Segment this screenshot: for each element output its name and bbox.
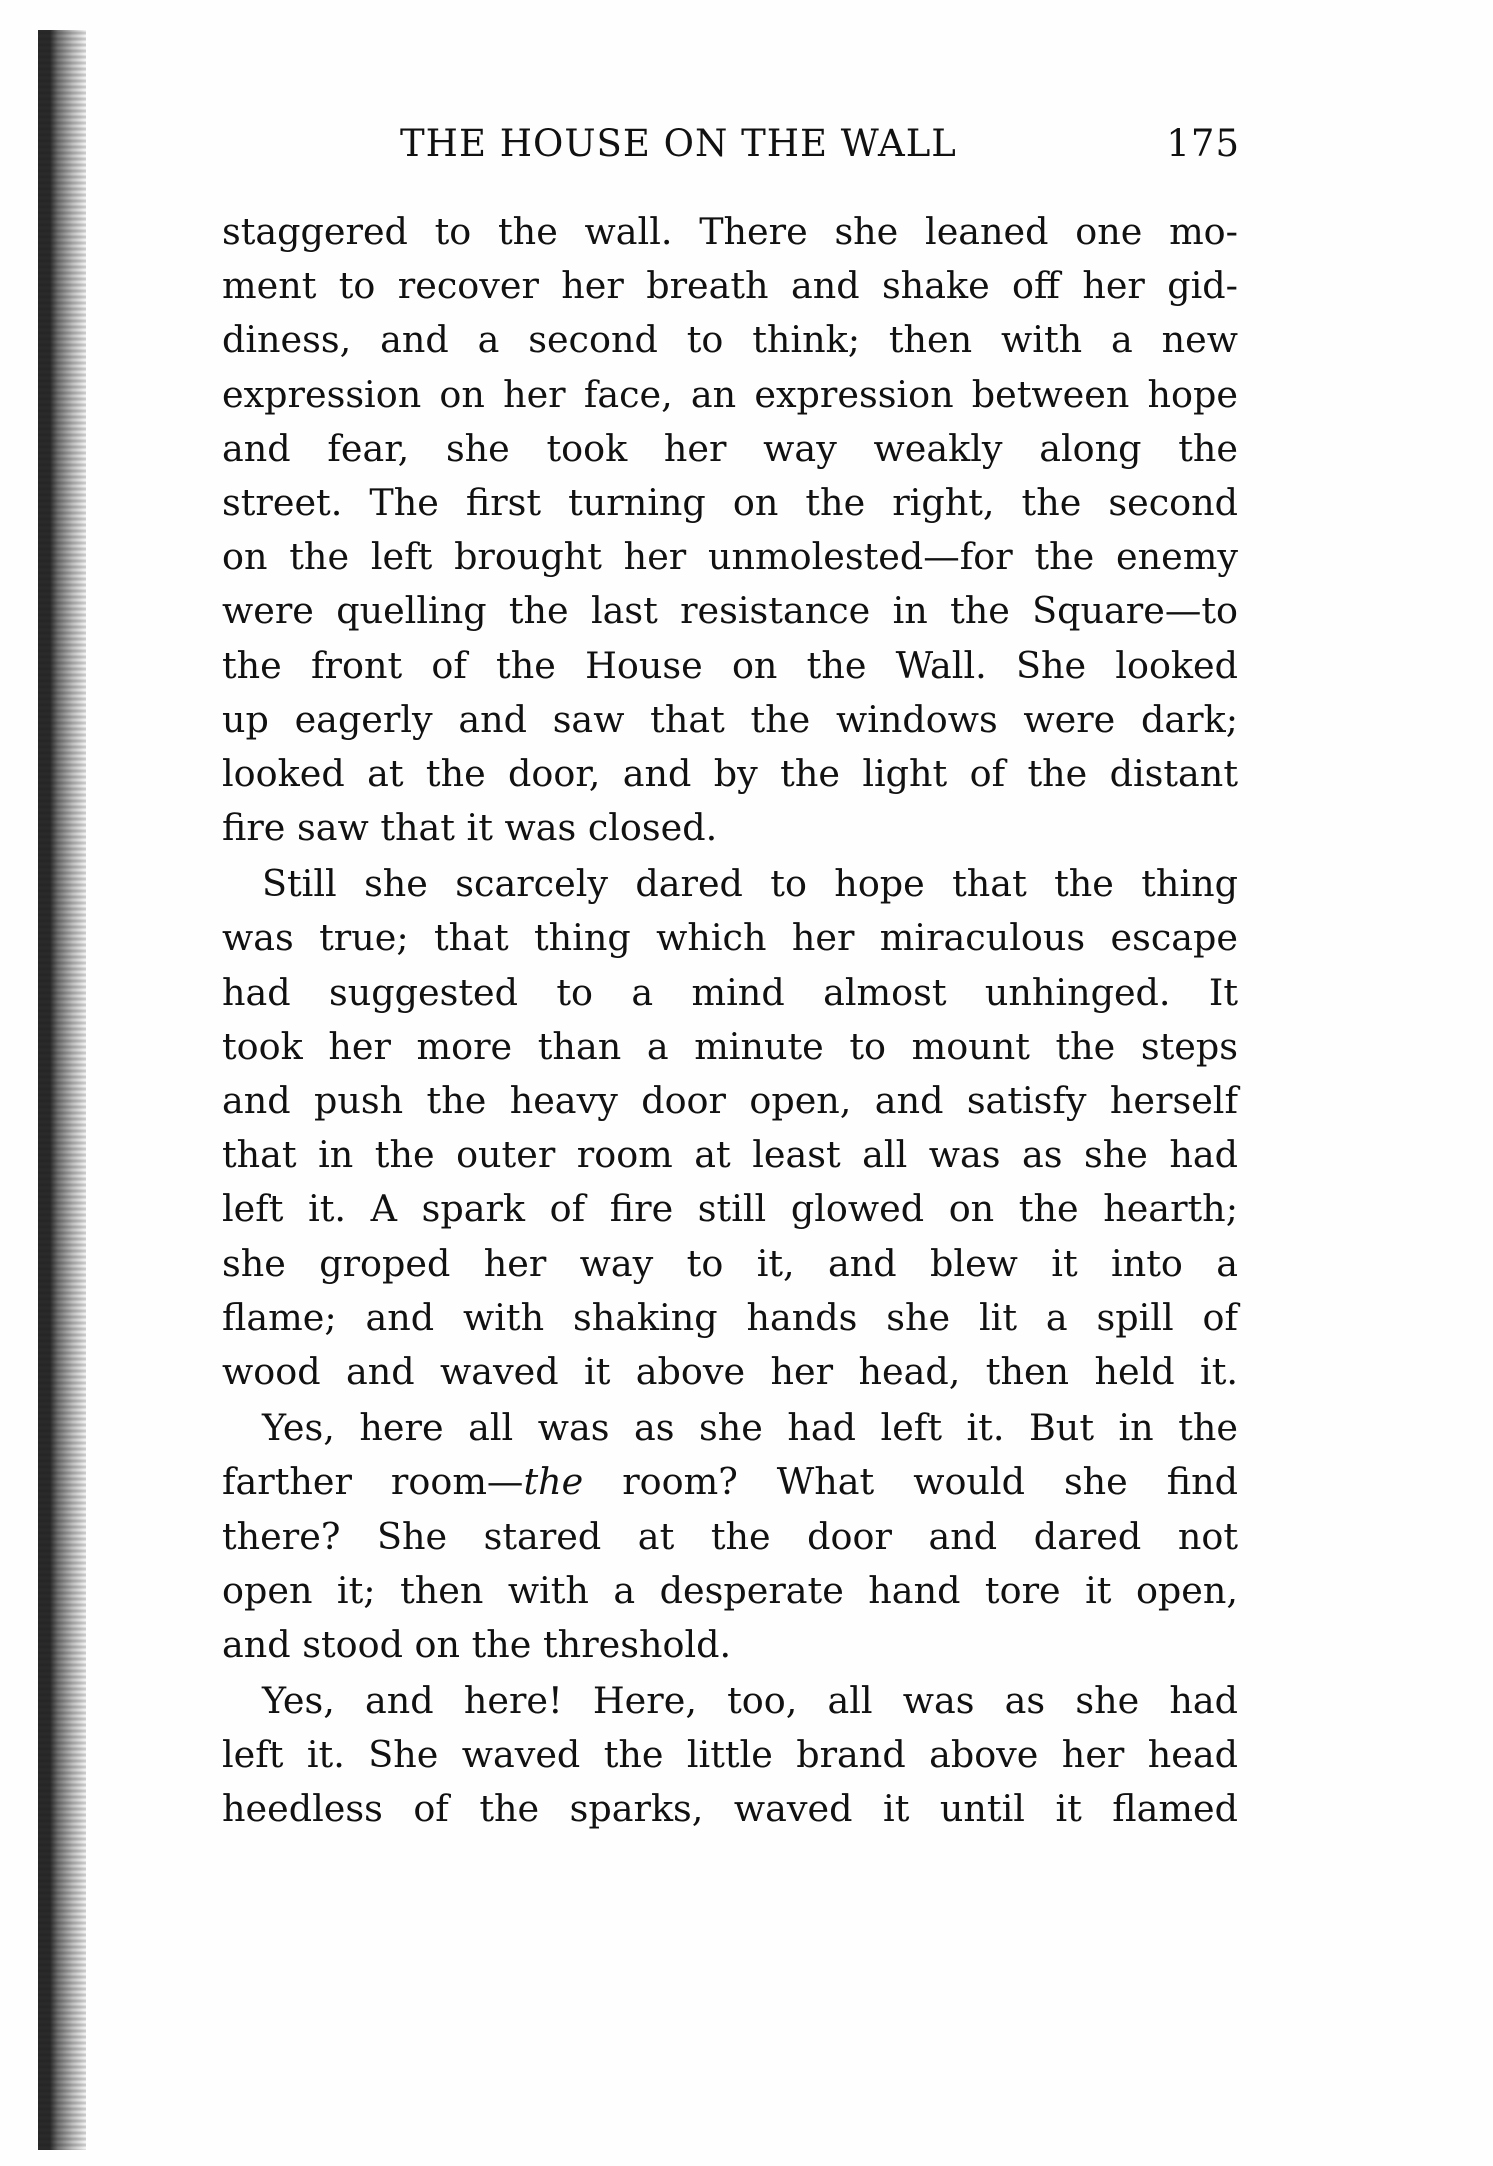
- paragraph-2: [222, 857, 1238, 1399]
- text-line: took her more than a minute to mount the steps: [222, 1024, 1238, 1068]
- text-fragment: room? What would she find: [583, 1460, 1238, 1504]
- text-line: Still she scarcely dared to hope that the thing: [262, 862, 1238, 906]
- text-line: she groped her way to it, and blew it into a: [222, 1241, 1238, 1285]
- text-line: had suggested to a mind almost unhinged. It: [222, 970, 1238, 1014]
- paragraph-1: [222, 205, 1238, 855]
- text-line: there? She stared at the door and dared not: [222, 1514, 1238, 1558]
- text-line: Yes, and here! Here, too, all was as she had: [262, 1679, 1238, 1723]
- text-line: were quelling the last resistance in the Square—to: [222, 589, 1238, 633]
- text-line: was true; that thing which her miraculous escape: [222, 916, 1238, 960]
- text-line: and stood on the threshold.: [222, 1622, 732, 1666]
- text-line: looked at the door, and by the light of the distant: [222, 751, 1238, 795]
- paragraph-3: [222, 1401, 1238, 1672]
- text-line: and fear, she took her way weakly along the: [222, 426, 1238, 470]
- text-line: diness, and a second to think; then with a new: [222, 318, 1238, 362]
- text-line: and push the heavy door open, and satisfy herself: [222, 1079, 1238, 1122]
- text-line: street. The first turning on the right, the second: [222, 480, 1238, 524]
- text-line: wood and waved it above her head, then held it.: [222, 1349, 1238, 1393]
- text-line: open it; then with a desperate hand tore it open,: [222, 1568, 1238, 1612]
- body-text: [222, 205, 1238, 1837]
- text-fragment: farther room—: [222, 1460, 524, 1504]
- text-line: the front of the House on the Wall. She looked: [222, 643, 1238, 687]
- text-line: Yes, here all was as she had left it. But in the: [262, 1406, 1238, 1450]
- running-title: THE HOUSE ON THE WALL: [400, 122, 957, 165]
- text-line: left it. She waved the little brand above her head: [222, 1733, 1238, 1777]
- page-number: 175: [1166, 122, 1240, 165]
- text-line: staggered to the wall. There she leaned one mo-: [222, 210, 1238, 253]
- text-line: that in the outer room at least all was as she had: [222, 1133, 1238, 1177]
- text-line: ment to recover her breath and shake off her gid-: [222, 264, 1238, 308]
- paragraph-4: [222, 1674, 1238, 1837]
- text-line: heedless of the sparks, waved it until it flamed: [222, 1787, 1238, 1831]
- text-line: flame; and with shaking hands she lit a spill of: [222, 1295, 1238, 1339]
- text-line: fire saw that it was closed.: [222, 806, 718, 850]
- page-header: [400, 122, 1240, 178]
- text-line: [222, 1455, 1238, 1509]
- text-line: left it. A spark of fire still glowed on the hearth;: [222, 1187, 1238, 1231]
- italic-word: the: [523, 1460, 584, 1504]
- binding-edge: [38, 30, 86, 2150]
- text-line: expression on her face, an expression between hope: [222, 372, 1238, 416]
- text-line: up eagerly and saw that the windows were dark;: [222, 697, 1238, 741]
- text-line: on the left brought her unmolested—for the enemy: [222, 535, 1238, 579]
